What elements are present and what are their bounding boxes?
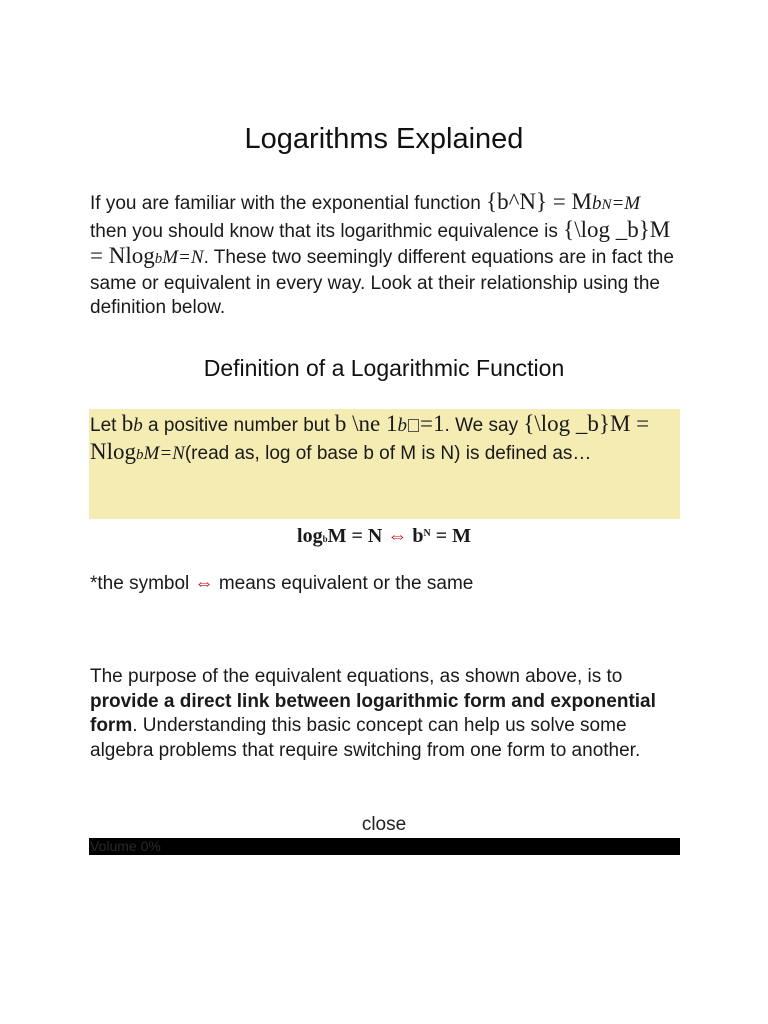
intro-math-base: b — [591, 193, 602, 214]
definition-heading: Definition of a Logarithmic Function — [203, 355, 565, 381]
formula-log: log — [297, 525, 323, 547]
intro-math-rhs: =M — [611, 193, 641, 214]
intro-paragraph — [90, 190, 680, 321]
definition-box — [89, 409, 680, 519]
definition-math-log-rhs: M=N — [143, 443, 185, 464]
definition-text-2: a positive number but — [142, 415, 335, 436]
formula-exponent: N — [423, 528, 431, 539]
close-button[interactable]: close — [361, 814, 407, 835]
page-title: Logarithms Explained — [244, 123, 524, 155]
purpose-bold-text: provide a direct link between logarithmic form and exponential form — [90, 690, 656, 736]
purpose-text-2: . Understanding this basic concept can help us solve some algebra problems that require switching from one form to another. — [90, 715, 641, 761]
intro-math-source-log: {\log _b}M = N — [90, 216, 671, 268]
definition-math-b-source: b — [121, 411, 134, 436]
definition-text-1: Let — [90, 415, 122, 436]
formula-rhs: = M — [430, 525, 471, 547]
missing-glyph-icon — [408, 419, 419, 432]
intro-text-1: If you are familiar with the exponential function — [90, 193, 487, 214]
intro-math-log-rhs: M=N — [162, 247, 204, 268]
definition-text — [90, 411, 675, 468]
note-after: means equivalent or the same — [213, 573, 474, 594]
purpose-paragraph — [90, 665, 680, 763]
intro-math-source-exp: {b^N} = M — [486, 189, 592, 214]
log-exp-formula — [0, 520, 768, 553]
equivalence-arrow-icon: ⇔ — [387, 525, 408, 547]
formula-base: b — [322, 534, 328, 544]
definition-math-eq1: =1 — [420, 411, 445, 436]
volume-label: Volume 0% — [90, 838, 161, 854]
intro-text-2: then you should know that its logarithmic equivalence is — [90, 220, 564, 242]
formula-lhs: M = N — [327, 525, 388, 547]
definition-math-ne-source: b \ne 1 — [334, 411, 398, 436]
note-before: *the symbol — [90, 573, 195, 594]
purpose-text-1: The purpose of the equivalent equations, as shown above, is to — [90, 666, 623, 687]
definition-math-b: b — [133, 415, 143, 436]
formula-b: b — [407, 525, 424, 547]
definition-text-4: (read as, log of base b of M is N) is defined as… — [184, 443, 592, 464]
definition-math-log-source: {\log _b}M = N — [90, 411, 650, 464]
intro-math-log: log — [125, 243, 155, 268]
definition-math-log-base: b — [136, 447, 144, 463]
note-arrow-icon: ⇔ — [194, 573, 214, 594]
intro-text-3: . These two seemingly different equations are in fact the same or equivalent in every way. Look at their relationship using the definition below. — [90, 247, 674, 318]
definition-math-log: log — [106, 439, 137, 464]
volume-slider[interactable] — [89, 838, 680, 855]
intro-math-log-base: b — [154, 251, 163, 267]
definition-math-b2: b — [397, 415, 408, 436]
definition-text-3: . We say — [444, 415, 524, 436]
symbol-note — [90, 572, 680, 597]
intro-math-exponent: N — [601, 197, 612, 213]
